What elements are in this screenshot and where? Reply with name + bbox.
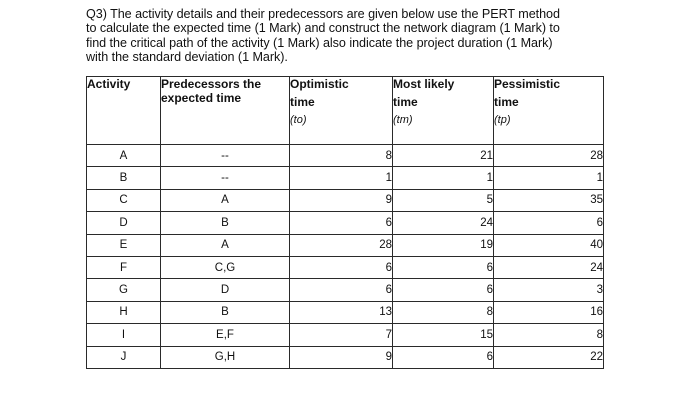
most-likely-cell: 8 [393, 301, 494, 323]
question-line: to calculate the expected time (1 Mark) and construct the network diagram (1 Mark) to [86, 21, 560, 36]
pessimistic-cell: 40 [494, 234, 604, 256]
most-likely-cell: 5 [393, 189, 494, 211]
activity-cell: H [87, 301, 161, 323]
optimistic-cell: 9 [290, 346, 393, 368]
most-likely-cell: 21 [393, 145, 494, 167]
optimistic-cell: 6 [290, 212, 393, 234]
activity-cell: C [87, 189, 161, 211]
pessimistic-cell: 28 [494, 145, 604, 167]
predecessors-cell: -- [161, 167, 290, 189]
pessimistic-cell: 35 [494, 189, 604, 211]
pessimistic-cell: 6 [494, 212, 604, 234]
most-likely-cell: 1 [393, 167, 494, 189]
question-line: with the standard deviation (1 Mark). [86, 50, 288, 65]
optimistic-cell: 7 [290, 324, 393, 346]
question-text [86, 7, 626, 65]
optimistic-cell: 13 [290, 301, 393, 323]
header-predecessors: Predecessors the expected time [161, 77, 290, 145]
activity-cell: I [87, 324, 161, 346]
predecessors-cell: -- [161, 145, 290, 167]
most-likely-cell: 24 [393, 212, 494, 234]
optimistic-cell: 6 [290, 279, 393, 301]
pert-activity-table [86, 76, 604, 369]
predecessors-cell: A [161, 234, 290, 256]
activity-cell: F [87, 256, 161, 278]
activity-cell: B [87, 167, 161, 189]
activity-cell: D [87, 212, 161, 234]
optimistic-cell: 6 [290, 256, 393, 278]
question-line: find the critical path of the activity (1 Mark) also indicate the project duration (1 Mark) [86, 35, 553, 50]
pessimistic-cell: 16 [494, 301, 604, 323]
predecessors-cell: E,F [161, 324, 290, 346]
most-likely-cell: 6 [393, 256, 494, 278]
optimistic-cell: 9 [290, 189, 393, 211]
predecessors-cell: A [161, 189, 290, 211]
pessimistic-cell: 1 [494, 167, 604, 189]
table-row [87, 234, 604, 256]
header-optimistic: Optimistic time (to) [290, 77, 393, 145]
activity-cell: G [87, 279, 161, 301]
most-likely-cell: 19 [393, 234, 494, 256]
table-row [87, 324, 604, 346]
pessimistic-cell: 24 [494, 256, 604, 278]
table-header-row [87, 77, 604, 145]
predecessors-cell: G,H [161, 346, 290, 368]
table-row [87, 256, 604, 278]
most-likely-cell: 6 [393, 346, 494, 368]
predecessors-cell: B [161, 212, 290, 234]
pessimistic-cell: 3 [494, 279, 604, 301]
predecessors-cell: C,G [161, 256, 290, 278]
activity-cell: J [87, 346, 161, 368]
table-row [87, 279, 604, 301]
most-likely-cell: 6 [393, 279, 494, 301]
predecessors-cell: B [161, 301, 290, 323]
pessimistic-cell: 22 [494, 346, 604, 368]
header-pessimistic: Pessimistic time (tp) [494, 77, 604, 145]
table-row [87, 189, 604, 211]
header-most-likely: Most likely time (tm) [393, 77, 494, 145]
question-line: Q3) The activity details and their predecessors are given below use the PERT method [86, 7, 560, 21]
table-row [87, 301, 604, 323]
table-row [87, 167, 604, 189]
table-row [87, 145, 604, 167]
header-activity: Activity [87, 77, 161, 145]
optimistic-cell: 1 [290, 167, 393, 189]
most-likely-cell: 15 [393, 324, 494, 346]
table-row [87, 212, 604, 234]
optimistic-cell: 8 [290, 145, 393, 167]
table-row [87, 346, 604, 368]
optimistic-cell: 28 [290, 234, 393, 256]
activity-cell: A [87, 145, 161, 167]
pessimistic-cell: 8 [494, 324, 604, 346]
predecessors-cell: D [161, 279, 290, 301]
activity-cell: E [87, 234, 161, 256]
